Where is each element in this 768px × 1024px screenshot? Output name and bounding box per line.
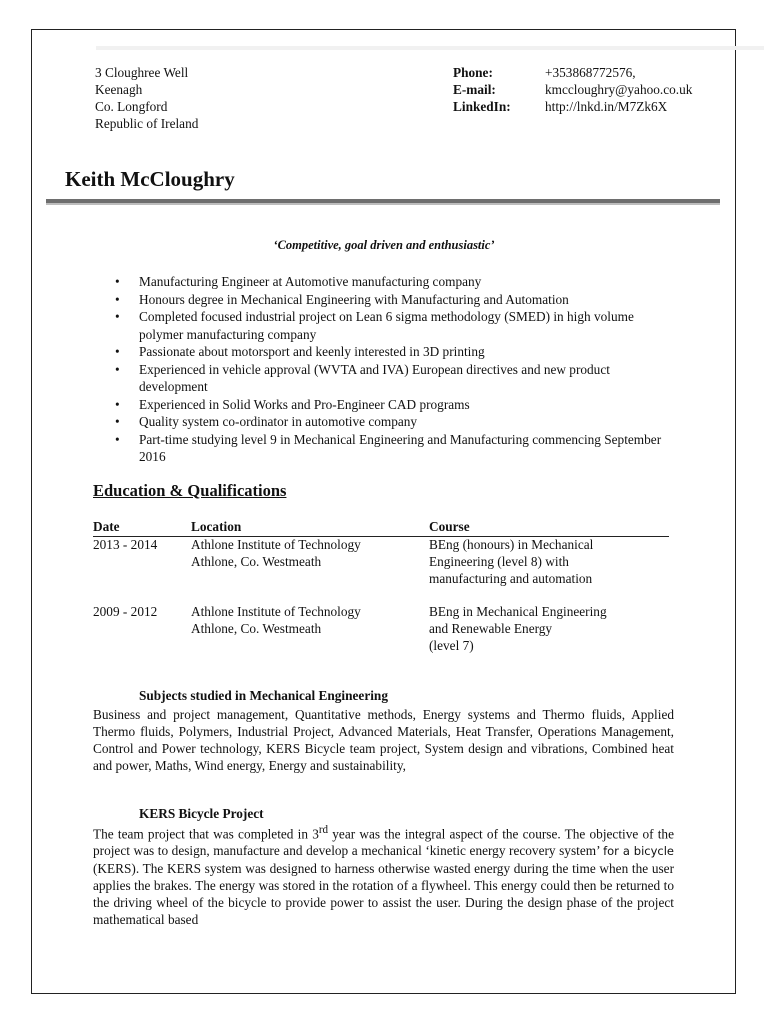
- kers-text-part: for a bicycle: [603, 844, 674, 859]
- edu-course: [429, 536, 593, 587]
- kers-heading: KERS Bicycle Project: [139, 806, 264, 821]
- address-line: Republic of Ireland: [95, 116, 199, 131]
- summary-item: • Completed focused industrial project on Lean 6 sigma methodology (SMED) in high volume polymer manufacturing company: [115, 308, 675, 343]
- subjects-text: Business and project management, Quantitative methods, Energy systems and Thermo fluids, Applied Thermo fluids, Polymers, Industrial Project, Advanced Materials, Heat Transfer, Operations Management, Control and Power technology, KERS Bicycle team project, System design and vibrations, Combined heat and power, Maths, Wind energy, Energy and sustainability,: [93, 707, 674, 773]
- edu-location-line: Athlone, Co. Westmeath: [191, 621, 322, 636]
- edu-location: [191, 603, 361, 637]
- kers-superscript: rd: [318, 824, 329, 836]
- edu-location: [191, 536, 361, 570]
- email-link[interactable]: kmccloughry@yahoo.co.uk: [545, 82, 693, 97]
- edu-course-line: BEng (honours) in Mechanical: [429, 537, 594, 552]
- contact-block: [453, 64, 692, 115]
- edu-location-line: Athlone Institute of Technology: [191, 604, 361, 619]
- summary-item: • Experienced in Solid Works and Pro-Engineer CAD programs: [115, 396, 675, 414]
- kers-text: [93, 822, 674, 928]
- summary-item: • Passionate about motorsport and keenly interested in 3D printing: [115, 343, 675, 361]
- summary-item: • Part-time studying level 9 in Mechanical Engineering and Manufacturing commencing September 2016: [115, 431, 675, 466]
- edu-location-line: Athlone Institute of Technology: [191, 537, 361, 552]
- header-course: Course: [429, 519, 470, 534]
- header-location: Location: [191, 519, 242, 534]
- linkedin-link[interactable]: http://lnkd.in/M7Zk6X: [545, 99, 668, 114]
- education-table-header: [93, 519, 669, 537]
- edu-location-line: Athlone, Co. Westmeath: [191, 554, 322, 569]
- header-date: Date: [93, 519, 120, 534]
- summary-item: • Honours degree in Mechanical Engineering with Manufacturing and Automation: [115, 291, 675, 309]
- edu-course-line: and Renewable Energy: [429, 621, 553, 636]
- address-line: 3 Cloughree Well: [95, 65, 189, 80]
- edu-course-line: BEng in Mechanical Engineering: [429, 604, 607, 619]
- name-divider: [46, 199, 720, 205]
- summary-item: • Manufacturing Engineer at Automotive manufacturing company: [115, 273, 675, 291]
- summary-item: • Experienced in vehicle approval (WVTA and IVA) European directives and new product development: [115, 361, 675, 396]
- phone-value: +353868772576,: [545, 65, 636, 80]
- kers-text-part: year was the integral aspect of the course. The objective of the project was to design, manufacture and develop a mechanical ‘kinetic energy recovery system’: [93, 826, 674, 859]
- kers-text-part: The team project that was completed in 3: [93, 826, 319, 842]
- contact-label: E-mail:: [453, 82, 496, 97]
- edu-course: [429, 603, 607, 654]
- address-line: Keenagh: [95, 82, 143, 97]
- edu-date: 2013 - 2014: [93, 537, 158, 552]
- edu-date: 2009 - 2012: [93, 604, 158, 619]
- contact-email: [453, 81, 692, 98]
- address-line: Co. Longford: [95, 99, 168, 114]
- tagline: ‘Competitive, goal driven and enthusiastic’: [273, 238, 495, 252]
- edu-course-line: (level 7): [429, 638, 474, 653]
- subjects-heading: Subjects studied in Mechanical Engineering: [139, 688, 388, 703]
- summary-item: • Quality system co-ordinator in automotive company: [115, 413, 675, 431]
- header-line: [96, 46, 764, 50]
- candidate-name: Keith McCloughry: [65, 167, 235, 191]
- education-heading: Education & Qualifications: [93, 481, 287, 500]
- contact-label: LinkedIn:: [453, 99, 511, 114]
- address-block: [95, 64, 198, 132]
- contact-phone: [453, 64, 692, 81]
- summary-list: [115, 273, 675, 466]
- kers-text-part: (KERS). The KERS system was designed to harness otherwise wasted energy during the time when the user applies the brakes. The energy was stored in the rotation of a flywheel. This energy could then be returned to the driving wheel of the bicycle to provide power to assist the user. During the design phase of the project mathematical based: [93, 861, 674, 928]
- edu-course-line: manufacturing and automation: [429, 571, 593, 586]
- edu-course-line: Engineering (level 8) with: [429, 554, 569, 569]
- contact-label: Phone:: [453, 65, 493, 80]
- contact-linkedin: [453, 98, 692, 115]
